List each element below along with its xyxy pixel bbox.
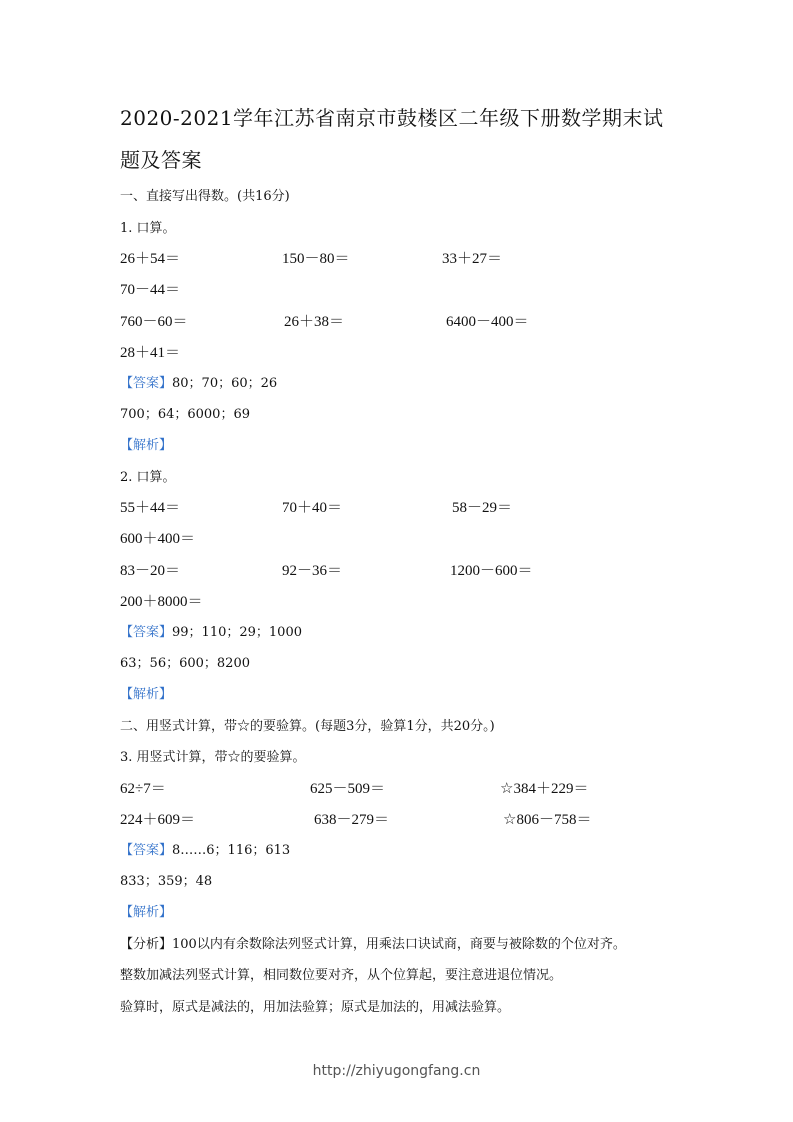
- q3-label: 3. 用竖式计算，带☆的要验算。: [120, 750, 306, 765]
- answer-tag: 【答案】: [120, 625, 173, 640]
- q1-analysis-tag: 【解析】: [120, 438, 173, 453]
- q2-answer-line-1: [120, 624, 302, 642]
- q2-answer-line-2: 63；56；600；8200: [120, 656, 250, 671]
- q3-equation: 62÷7＝: [120, 781, 166, 797]
- answer-text: 80；70；60；26: [172, 376, 278, 391]
- answer-tag: 【答案】: [120, 843, 173, 858]
- q2-equation: 70＋40＝: [282, 500, 343, 516]
- q2-equation: 1200－600＝: [450, 563, 533, 579]
- q2-label: 2. 口算。: [120, 470, 176, 485]
- q1-equation: 33＋27＝: [442, 251, 503, 267]
- answer-text: 8……6；116；613: [172, 843, 291, 858]
- answer-tag: 【答案】: [120, 376, 173, 391]
- q1-equation: 26＋38＝: [284, 314, 345, 330]
- analysis-text: 100以内有余数除法列竖式计算，用乘法口诀试商，商要与被除数的个位对齐。: [172, 937, 626, 952]
- q3-equation: 625－509＝: [310, 781, 386, 797]
- q1-equation: 28＋41＝: [120, 345, 181, 361]
- footer-url: http://zhiyugongfang.cn: [312, 1063, 481, 1079]
- q1-equation: 6400－400＝: [446, 314, 529, 330]
- analysis-line-3: 验算时，原式是减法的，用加法验算；原式是加法的，用减法验算。: [120, 1000, 511, 1015]
- doc-title-line-2: 题及答案: [120, 148, 202, 172]
- q2-equation: 55＋44＝: [120, 500, 181, 516]
- section-1-heading: 一、直接写出得数。(共16分): [120, 189, 290, 204]
- analysis-line-1: [120, 936, 626, 954]
- q1-answer-line-1: [120, 375, 277, 393]
- q1-equation: 760－60＝: [120, 314, 188, 330]
- q2-equation: 200＋8000＝: [120, 594, 203, 610]
- q1-equation: 70－44＝: [120, 282, 181, 298]
- q3-equation: ☆384＋229＝: [500, 781, 589, 797]
- q3-answer-line-2: 833；359；48: [120, 874, 213, 889]
- q1-label: 1. 口算。: [120, 221, 176, 236]
- q3-equation: ☆806－758＝: [503, 812, 592, 828]
- q2-equation: 92－36＝: [282, 563, 343, 579]
- q2-analysis-tag: 【解析】: [120, 687, 173, 702]
- q2-equation: 600＋400＝: [120, 531, 196, 547]
- q2-equation: 58－29＝: [452, 500, 513, 516]
- q2-equation: 83－20＝: [120, 563, 181, 579]
- answer-text: 99；110；29；1000: [172, 625, 302, 640]
- doc-title-line-1: 2020-2021学年江苏省南京市鼓楼区二年级下册数学期末试: [120, 106, 664, 130]
- section-2-heading: 二、用竖式计算，带☆的要验算。(每题3分，验算1分，共20分。): [120, 719, 495, 734]
- q3-equation: 638－279＝: [314, 812, 390, 828]
- q1-answer-line-2: 700；64；6000；69: [120, 407, 250, 422]
- analysis-line-2: 整数加减法列竖式计算，相同数位要对齐，从个位算起，要注意进退位情况。: [120, 968, 563, 983]
- q3-answer-line-1: [120, 842, 290, 860]
- q3-equation: 224＋609＝: [120, 812, 196, 828]
- q1-equation: 150－80＝: [282, 251, 350, 267]
- fenxi-tag: 【分析】: [120, 937, 173, 952]
- q1-equation: 26＋54＝: [120, 251, 181, 267]
- q3-analysis-tag: 【解析】: [120, 905, 173, 920]
